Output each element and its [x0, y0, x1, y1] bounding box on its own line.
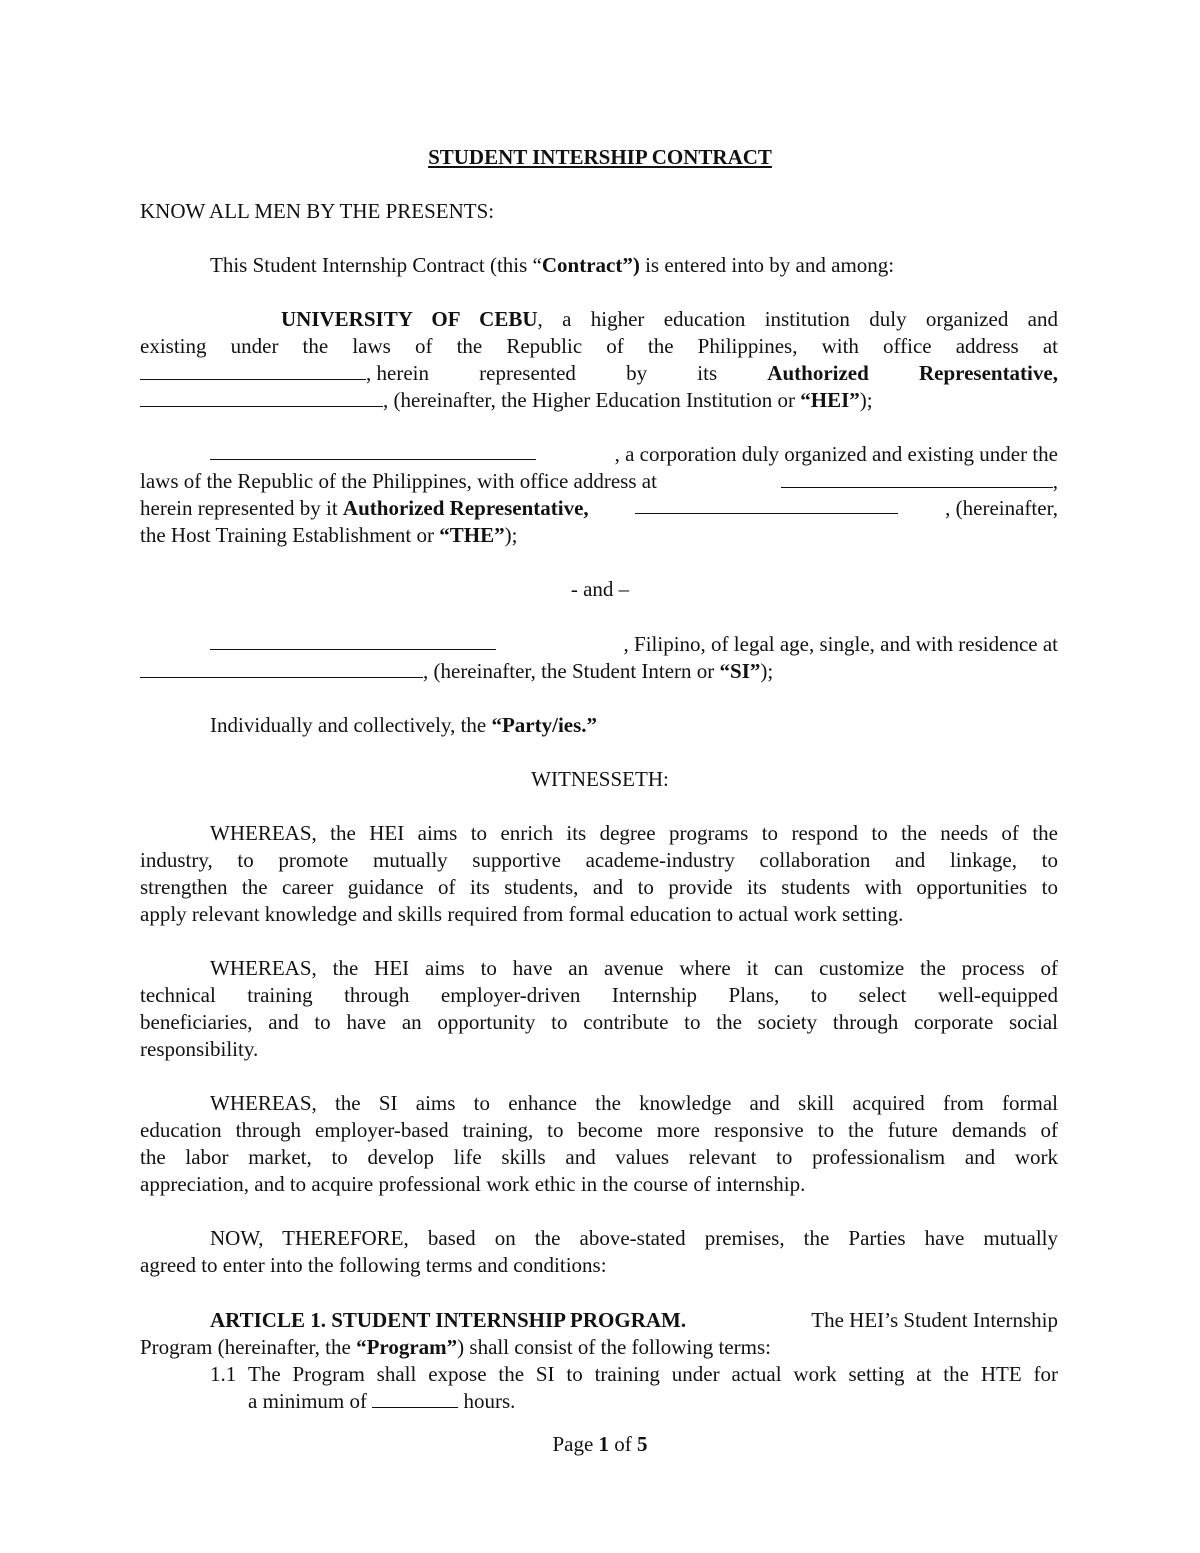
intro-text-a: This Student Internship Contract (this “: [210, 253, 542, 277]
article1-l2a: Program (hereinafter, the: [140, 1335, 357, 1359]
article1-heading: ARTICLE 1. STUDENT INTERNSHIP PROGRAM.: [210, 1308, 687, 1332]
parties-term: “Party/ies.”: [491, 713, 598, 737]
intro-text-c: is entered into by and among:: [639, 253, 895, 277]
whereas2-line-1: WHEREAS, the HEI aims to have an avenue where it can customize the process of: [210, 956, 1058, 980]
si-line-2: [140, 658, 773, 685]
hei-l3d: its: [697, 361, 718, 385]
hei-l1-text: , a higher education institution duly organized and: [537, 307, 1058, 331]
hei-l3e: Authorized: [767, 361, 869, 385]
article1-line-1: [210, 1307, 1058, 1334]
hei-address-blank[interactable]: [140, 361, 366, 380]
si-term: “SI”: [719, 659, 761, 683]
whereas2-line-3: beneficiaries, and to have an opportunity to contribute to the society through corporate social: [140, 1010, 1058, 1034]
hei-l3c: by: [626, 361, 648, 385]
si-residence-blank[interactable]: [140, 659, 423, 678]
page-footer: [0, 1431, 1200, 1458]
hte-l1: , a corporation duly organized and existing under the: [614, 442, 1058, 466]
now-therefore-line-1: NOW, THEREFORE, based on the above-stated premises, the Parties have mutually: [210, 1226, 1058, 1250]
whereas3-line-1: WHEREAS, the SI aims to enhance the knowledge and skill acquired from formal: [210, 1091, 1058, 1115]
hte-line-4: [140, 522, 517, 549]
whereas1-line-3: strengthen the career guidance of its students, and to provide its students with opportunities to: [140, 875, 1058, 899]
whereas2-line-2: technical training through employer-driven Internship Plans, to select well-equipped: [140, 983, 1058, 1007]
and-separator: - and –: [570, 577, 630, 601]
whereas1-line-1: WHEREAS, the HEI aims to enrich its degree programs to respond to the needs of the: [210, 821, 1058, 845]
hte-address-blank-group: [781, 468, 1058, 495]
hei-representative-blank[interactable]: [140, 388, 383, 407]
hei-term: “HEI”: [800, 388, 860, 412]
hei-line-4: [140, 387, 873, 414]
article1-line-2: [140, 1334, 771, 1361]
article1-item-line-2: [248, 1388, 515, 1415]
intro-contract-term: Contract”): [541, 253, 640, 277]
hte-line-3: [140, 495, 1058, 522]
hei-line-2: existing under the laws of the Republic of the Philippines, with office address at: [140, 334, 1058, 358]
hte-l2end: ,: [1052, 469, 1058, 493]
footer-of-word: of: [614, 1432, 632, 1456]
whereas3-line-3: the labor market, to develop life skills and values relevant to professionalism and work: [140, 1145, 1058, 1169]
article1-item-line-1: The Program shall expose the SI to training under actual work setting at the HTE for: [248, 1362, 1058, 1386]
si-name-blank[interactable]: [210, 631, 496, 650]
hte-l3c: , (hereinafter,: [945, 496, 1058, 520]
whereas3-line-2: education through employer-based training, to become more responsive to the future demands of: [140, 1118, 1058, 1142]
item-text: a minimum of: [248, 1389, 373, 1413]
whereas3-line-4: appreciation, and to acquire professional work ethic in the course of internship.: [140, 1172, 806, 1196]
hte-name-blank[interactable]: [210, 441, 536, 460]
hei-line-1: [281, 306, 1058, 333]
whereas2-line-4: responsibility.: [140, 1037, 259, 1061]
article1-rest: The HEI’s Student Internship: [811, 1308, 1058, 1332]
program-term: “Program”: [356, 1335, 458, 1359]
footer-page-number: 1: [598, 1432, 610, 1456]
hei-line-3: [140, 360, 1058, 387]
now-therefore-line-2: agreed to enter into the following terms and conditions:: [140, 1253, 607, 1277]
document-title: STUDENT INTERSHIP CONTRACT: [428, 145, 772, 169]
hei-name: UNIVERSITY OF CEBU: [281, 307, 538, 331]
hours-blank[interactable]: [372, 1389, 458, 1408]
hte-term: “THE”: [439, 523, 505, 547]
article1-l2c: ) shall consist of the following terms:: [457, 1335, 771, 1359]
si-l2c: );: [760, 659, 774, 683]
hei-l3a: , herein: [366, 361, 429, 385]
si-line-1: [210, 631, 1058, 658]
witnesseth-heading: WITNESSETH:: [531, 767, 669, 791]
hte-l4a: the Host Training Establishment or: [140, 523, 440, 547]
article1-item-number: 1.1: [210, 1362, 237, 1386]
hei-l3f: Representative,: [918, 361, 1058, 385]
hte-l3-left: [140, 495, 589, 522]
whereas1-line-4: apply relevant knowledge and skills required from formal education to actual work setting.: [140, 902, 904, 926]
hei-l3b: represented: [479, 361, 576, 385]
footer-total-pages: 5: [637, 1432, 648, 1456]
hte-l4c: );: [504, 523, 518, 547]
hte-representative-blank[interactable]: [635, 495, 898, 514]
hte-line-1: [210, 441, 1058, 468]
footer-page-word: Page: [552, 1432, 594, 1456]
hte-l2: laws of the Republic of the Philippines, with office address at: [140, 469, 657, 493]
hte-l3b: Authorized Representative,: [342, 496, 589, 520]
item-hours-text: hours.: [458, 1389, 516, 1413]
collective-line: [210, 712, 597, 739]
si-l1: , Filipino, of legal age, single, and with residence at: [623, 632, 1058, 656]
hte-address-blank[interactable]: [781, 469, 1053, 488]
hei-address-blank-group: [140, 360, 429, 387]
whereas1-line-2: industry, to promote mutually supportive academe-industry collaboration and linkage, to: [140, 848, 1058, 872]
hei-l4c: );: [859, 388, 873, 412]
collective-text: Individually and collectively, the: [210, 713, 492, 737]
intro-paragraph: [210, 252, 894, 279]
know-all-line: KNOW ALL MEN BY THE PRESENTS:: [140, 199, 495, 223]
hte-line-2: [140, 468, 1058, 495]
si-l2a: , (hereinafter, the Student Intern or: [423, 659, 720, 683]
hei-l4a: , (hereinafter, the Higher Education Institution or: [383, 388, 801, 412]
hte-l3a: herein represented by it: [140, 496, 343, 520]
